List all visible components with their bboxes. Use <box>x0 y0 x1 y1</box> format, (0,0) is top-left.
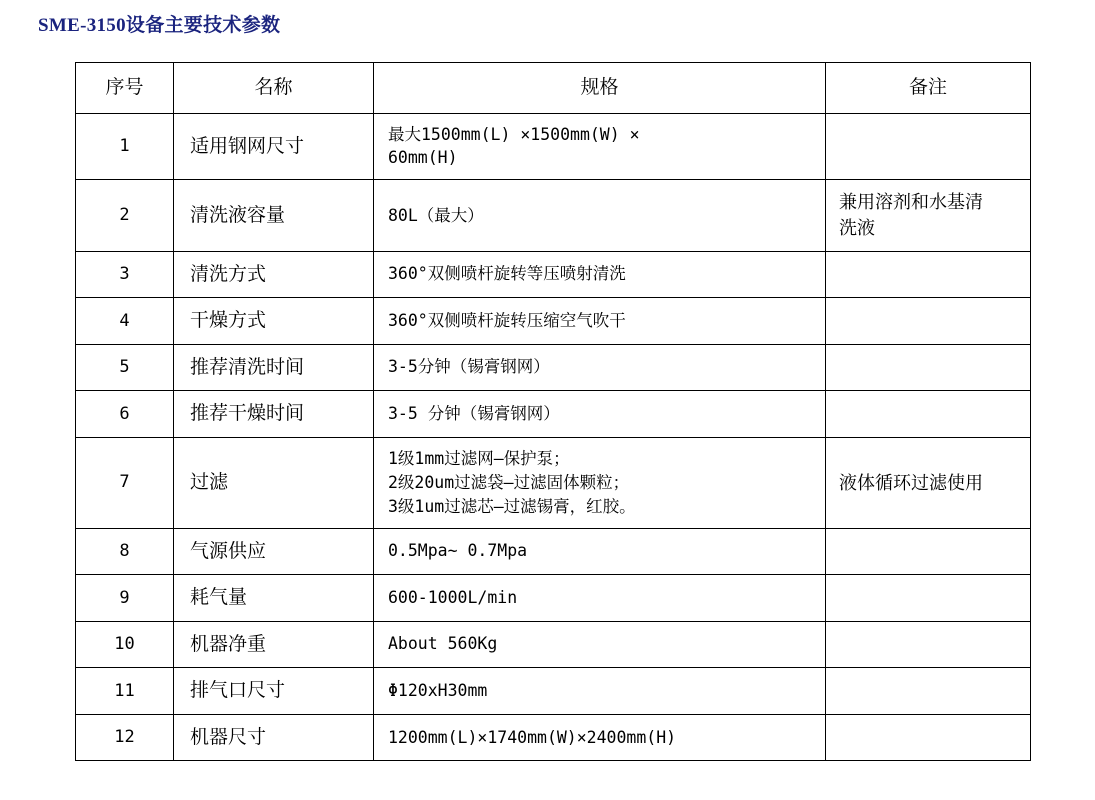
cell-remark <box>826 391 1031 438</box>
cell-spec-line: 360°双侧喷杆旋转压缩空气吹干 <box>388 310 626 330</box>
table-row <box>76 344 1031 391</box>
cell-remark <box>826 714 1031 761</box>
cell-spec <box>374 437 826 528</box>
cell-name <box>174 113 374 180</box>
table-row <box>76 180 1031 251</box>
cell-spec-text <box>374 717 825 759</box>
cell-no-text: 3 <box>119 264 130 285</box>
cell-no <box>76 251 174 298</box>
cell-name-text: 气源供应 <box>190 540 267 562</box>
column-header-name-label: 名称 <box>254 77 293 98</box>
cell-no-text: 4 <box>119 310 130 331</box>
column-header-remark-label: 备注 <box>908 77 947 98</box>
specifications-table <box>75 62 1031 761</box>
column-header-no-label: 序号 <box>105 77 144 98</box>
cell-spec-line: 60mm(H) <box>388 148 458 168</box>
cell-spec-line: 2级20um过滤袋—过滤固体颗粒； <box>388 472 630 492</box>
column-header-no <box>76 63 174 114</box>
cell-name-text: 排气口尺寸 <box>190 680 286 702</box>
cell-remark-text <box>826 682 1030 700</box>
table-header <box>76 63 1031 114</box>
cell-no-text: 2 <box>119 205 130 226</box>
cell-remark-text <box>826 728 1030 746</box>
cell-spec-line: 3-5 分钟（锡膏钢网） <box>388 404 560 424</box>
cell-name <box>174 298 374 345</box>
cell-name-text: 机器净重 <box>190 633 267 655</box>
cell-spec-text <box>374 346 825 388</box>
column-header-spec <box>374 63 826 114</box>
cell-no <box>76 668 174 715</box>
cell-name-text: 适用钢网尺寸 <box>190 135 305 157</box>
cell-no-text: 12 <box>114 727 135 748</box>
cell-no-text: 5 <box>119 357 130 378</box>
cell-name <box>174 528 374 575</box>
cell-spec <box>374 113 826 180</box>
cell-name-text: 干燥方式 <box>190 310 267 332</box>
cell-spec-text <box>374 577 825 619</box>
column-header-remark <box>826 63 1031 114</box>
cell-no <box>76 528 174 575</box>
cell-spec <box>374 344 826 391</box>
cell-remark-line: 液体循环过滤使用 <box>839 472 983 493</box>
cell-remark-text <box>826 635 1030 653</box>
cell-name-text: 推荐干燥时间 <box>190 403 305 425</box>
cell-no-text: 6 <box>119 403 130 424</box>
cell-no-text: 11 <box>114 680 135 701</box>
cell-remark <box>826 575 1031 622</box>
cell-spec <box>374 391 826 438</box>
cell-spec-line: About 560Kg <box>388 634 498 654</box>
cell-spec-line: 80L（最大） <box>388 205 484 225</box>
cell-spec <box>374 251 826 298</box>
cell-spec-line: 360°双侧喷杆旋转等压喷射清洗 <box>388 264 626 284</box>
page-title: SME-3150设备主要技术参数 <box>38 15 281 36</box>
cell-remark <box>826 668 1031 715</box>
cell-spec-line: 1级1mm过滤网—保护泵； <box>388 448 570 468</box>
table-row <box>76 714 1031 761</box>
table-row <box>76 437 1031 528</box>
cell-no <box>76 344 174 391</box>
cell-remark-text <box>826 461 1030 505</box>
cell-spec <box>374 621 826 668</box>
table-row <box>76 391 1031 438</box>
cell-no <box>76 391 174 438</box>
cell-remark <box>826 621 1031 668</box>
cell-no <box>76 575 174 622</box>
cell-spec-line: 3级1um过滤芯—过滤锡膏，红胶。 <box>388 496 636 516</box>
cell-no <box>76 714 174 761</box>
cell-name <box>174 344 374 391</box>
cell-spec-text <box>374 300 825 342</box>
cell-spec-line: 3-5分钟（锡膏钢网） <box>388 357 550 377</box>
cell-remark <box>826 298 1031 345</box>
cell-spec-text <box>374 114 825 180</box>
cell-spec-text <box>374 530 825 572</box>
cell-name-text: 推荐清洗时间 <box>190 356 305 378</box>
cell-name <box>174 437 374 528</box>
cell-spec <box>374 714 826 761</box>
cell-spec-text <box>374 253 825 295</box>
table-row <box>76 575 1031 622</box>
cell-name-text: 过滤 <box>190 471 229 493</box>
cell-spec-text <box>374 623 825 665</box>
cell-spec-text <box>374 438 825 528</box>
cell-spec-text <box>374 393 825 435</box>
cell-name-text: 机器尺寸 <box>190 726 267 748</box>
table-header-row <box>76 63 1031 114</box>
cell-remark-text <box>826 180 1030 250</box>
cell-spec-line: 最大1500mm(L) ×1500mm(W) × <box>388 124 640 144</box>
cell-spec-line: 0.5Mpa~ 0.7Mpa <box>388 541 528 561</box>
cell-remark-text <box>826 405 1030 423</box>
cell-name-text: 耗气量 <box>190 587 248 609</box>
cell-remark <box>826 344 1031 391</box>
cell-no-text: 7 <box>119 472 130 493</box>
cell-remark-text <box>826 589 1030 607</box>
cell-no <box>76 298 174 345</box>
cell-name-text: 清洗方式 <box>190 263 267 285</box>
table-row <box>76 621 1031 668</box>
cell-no-text: 9 <box>119 587 130 608</box>
cell-no <box>76 437 174 528</box>
cell-remark <box>826 251 1031 298</box>
cell-spec-line: 600-1000L/min <box>388 587 518 607</box>
cell-name <box>174 180 374 251</box>
cell-remark <box>826 113 1031 180</box>
cell-no <box>76 113 174 180</box>
cell-spec <box>374 575 826 622</box>
table-row <box>76 251 1031 298</box>
cell-no <box>76 621 174 668</box>
cell-no <box>76 180 174 251</box>
cell-no-text: 10 <box>114 634 135 655</box>
cell-no-text: 8 <box>119 540 130 561</box>
cell-name <box>174 391 374 438</box>
cell-remark-line: 洗液 <box>839 218 875 239</box>
cell-name <box>174 714 374 761</box>
cell-spec <box>374 528 826 575</box>
cell-remark-text <box>826 137 1030 155</box>
cell-remark-line: 兼用溶剂和水基清 <box>839 192 983 213</box>
cell-spec-line: Φ120xH30mm <box>388 680 488 700</box>
cell-remark-text <box>826 265 1030 283</box>
cell-spec-text <box>374 195 825 237</box>
cell-no-text: 1 <box>119 136 130 157</box>
cell-remark <box>826 180 1031 251</box>
cell-name-text: 清洗液容量 <box>190 204 286 226</box>
table-row <box>76 668 1031 715</box>
cell-spec-line: 1200mm(L)×1740mm(W)×2400mm(H) <box>388 727 677 747</box>
cell-remark <box>826 437 1031 528</box>
cell-remark-text <box>826 358 1030 376</box>
cell-remark-text <box>826 542 1030 560</box>
cell-remark <box>826 528 1031 575</box>
table-row <box>76 298 1031 345</box>
column-header-spec-label: 规格 <box>580 77 619 98</box>
cell-spec <box>374 298 826 345</box>
column-header-name <box>174 63 374 114</box>
cell-spec-text <box>374 670 825 712</box>
cell-name <box>174 251 374 298</box>
cell-name <box>174 575 374 622</box>
cell-name <box>174 668 374 715</box>
cell-spec <box>374 668 826 715</box>
cell-remark-text <box>826 312 1030 330</box>
cell-name <box>174 621 374 668</box>
table-row <box>76 113 1031 180</box>
table-body <box>76 113 1031 761</box>
cell-spec <box>374 180 826 251</box>
table-row <box>76 528 1031 575</box>
